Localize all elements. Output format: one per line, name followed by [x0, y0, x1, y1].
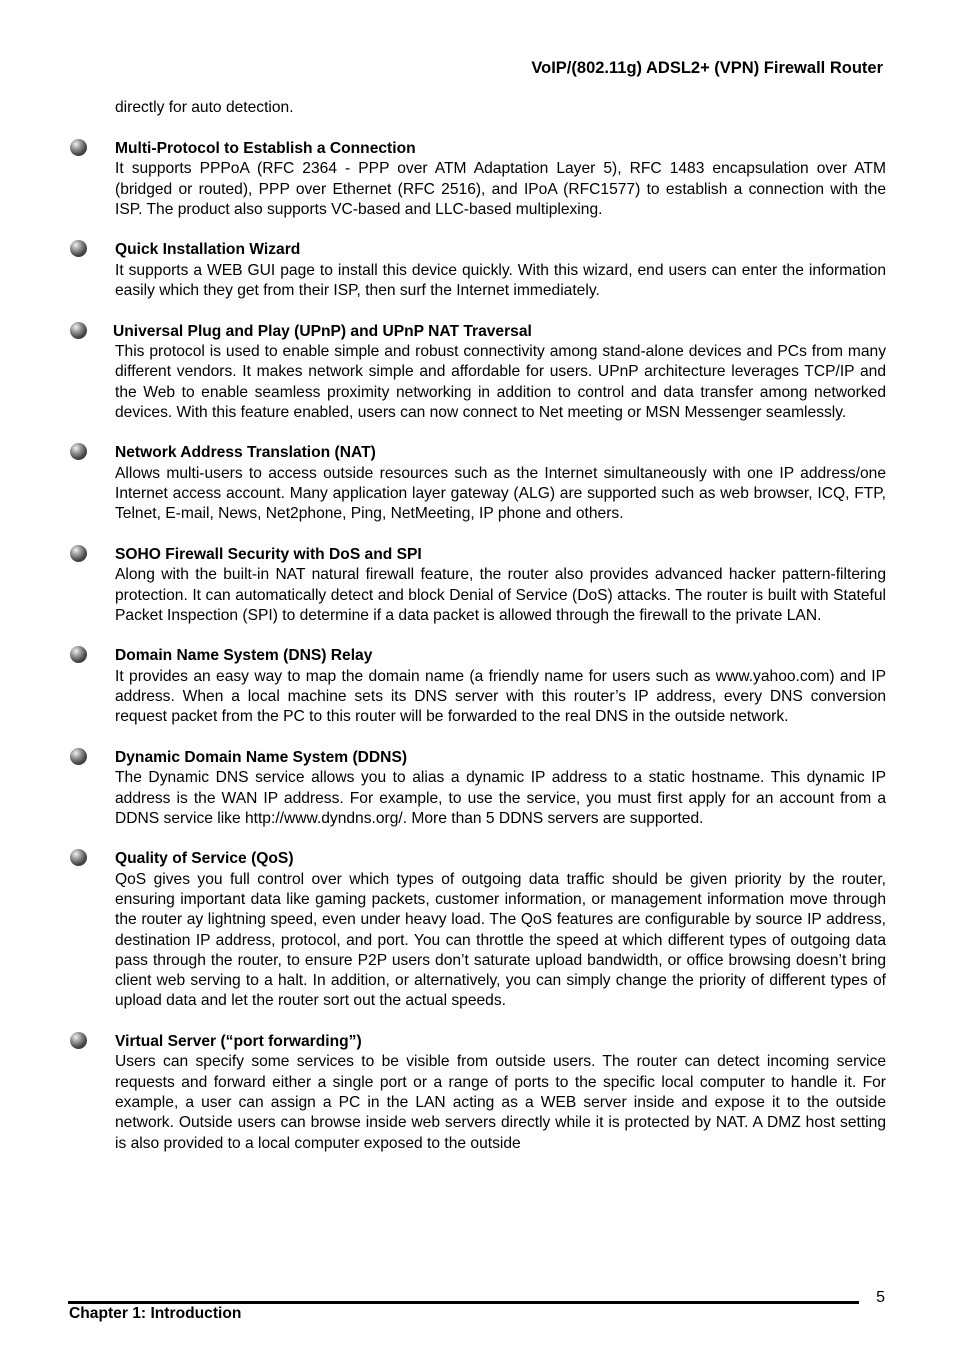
- feature-item: [68, 545, 886, 626]
- feature-description: Along with the built-in NAT natural firewall feature, the router also provides advanced hacker pattern-filtering protection. It can automatically detect and block Denial of Service (DoS) attacks. The router is built with Stateful Packet Inspection (SPI) to determine if a data packet is allowed through the firewall to the private LAN.: [115, 566, 886, 624]
- feature-description: It supports a WEB GUI page to install this device quickly. With this wizard, end users can enter the information easily which they get from their ISP, then surf the Internet immediately.: [115, 261, 886, 300]
- feature-description: Users can specify some services to be visible from outside users. The router can detect incoming service requests and forward either a single port or a range of ports to the specific local computer to handle it. For example, a user can assign a PC in the LAN acting as a WEB server inside and expose it to the outside network. Outside users can browse inside web servers directly while it is protected by NAT. A DMZ host setting is also provided to a local computer exposed to the outside: [115, 1053, 886, 1152]
- bullet-icon: [70, 322, 87, 339]
- feature-title: SOHO Firewall Security with DoS and SPI: [115, 545, 422, 563]
- bullet-icon: [70, 748, 87, 765]
- intro-paragraph: directly for auto detection.: [115, 99, 294, 116]
- feature-item: [68, 240, 886, 301]
- running-header: VoIP/(802.11g) ADSL2+ (VPN) Firewall Router: [531, 59, 883, 77]
- feature-title: Quick Installation Wizard: [115, 241, 301, 259]
- feature-title: Universal Plug and Play (UPnP) and UPnP NAT Traversal: [113, 322, 532, 340]
- feature-title: Multi-Protocol to Establish a Connection: [115, 140, 416, 157]
- bullet-icon: [70, 240, 87, 257]
- bullet-icon: [70, 443, 87, 460]
- feature-item: [68, 139, 886, 220]
- feature-description: It supports PPPoA (RFC 2364 - PPP over ATM Adaptation Layer 5), RFC 1483 encapsulation over ATM (bridged or routed), PPP over Ethernet (RFC 2516), and IPoA (RFC1577) to establish a connection with the ISP. The product also supports VC-based and LLC-based multiplexing.: [115, 160, 886, 218]
- bullet-icon: [70, 545, 87, 562]
- footer-divider: [68, 1301, 859, 1304]
- bullet-icon: [70, 646, 87, 663]
- feature-description: The Dynamic DNS service allows you to alias a dynamic IP address to a static hostname. This dynamic IP address is the WAN IP address. For example, to use the service, you must first apply for an account from a DDNS service like http://www.dyndns.org/. More than 5 DDNS servers are supported.: [115, 769, 886, 827]
- feature-title: Virtual Server (“port forwarding”): [115, 1033, 362, 1051]
- feature-description: QoS gives you full control over which types of outgoing data traffic should be given priority by the router, ensuring important data like gaming packets, customer information, or management information move through the router ay lightning speed, even under heavy load. The QoS features are configurable by source IP address, destination IP address, protocol, and port. You can throttle the speed at which different types of outgoing data pass through the router, to ensure P2P users don’t saturate upload bandwidth, or office browsing doesn’t bring client web serving to a halt. In addition, or alternatively, you can simply change the priority of different types of upload data and let the router sort out the actual speeds.: [115, 870, 886, 1010]
- bullet-icon: [70, 1032, 87, 1049]
- feature-list: [68, 139, 886, 1174]
- feature-description: This protocol is used to enable simple and robust connectivity among stand-alone devices and PCs from many different vendors. It makes network simple and affordable for users. UPnP architecture leverages TCP/IP and the Web to enable seamless proximity networking in addition to control and data transfer among networked devices. With this feature enabled, users can now connect to Net meeting or MSN Messenger seamlessly.: [115, 342, 886, 421]
- bullet-icon: [70, 849, 87, 866]
- feature-title: Network Address Translation (NAT): [115, 444, 376, 462]
- feature-item: [68, 646, 886, 727]
- bullet-icon: [70, 139, 87, 156]
- feature-title: Domain Name System (DNS) Relay: [115, 647, 373, 665]
- page-number: 5: [876, 1289, 885, 1306]
- footer-chapter-label: Chapter 1: Introduction: [69, 1305, 242, 1322]
- feature-title: Quality of Service (QoS): [115, 850, 294, 868]
- feature-item: [68, 322, 886, 423]
- feature-item: [68, 1032, 886, 1154]
- feature-item: [68, 443, 886, 524]
- feature-description: It provides an easy way to map the domain name (a friendly name for users such as www.yahoo.com) and IP address. When a local machine sets its DNS server with this router’s IP address, every DNS conversion request packet from the PC to this router will be forwarded to the real DNS in the outside network.: [115, 667, 886, 726]
- feature-description: Allows multi-users to access outside resources such as the Internet simultaneously with one IP address/one Internet access account. Many application layer gateway (ALG) are supported such as web browser, ICQ, FTP, Telnet, E-mail, News, Net2phone, Ping, NetMeeting, IP phone and others.: [115, 464, 886, 523]
- feature-title: Dynamic Domain Name System (DDNS): [115, 748, 408, 766]
- feature-item: [68, 748, 886, 829]
- feature-item: [68, 849, 886, 1011]
